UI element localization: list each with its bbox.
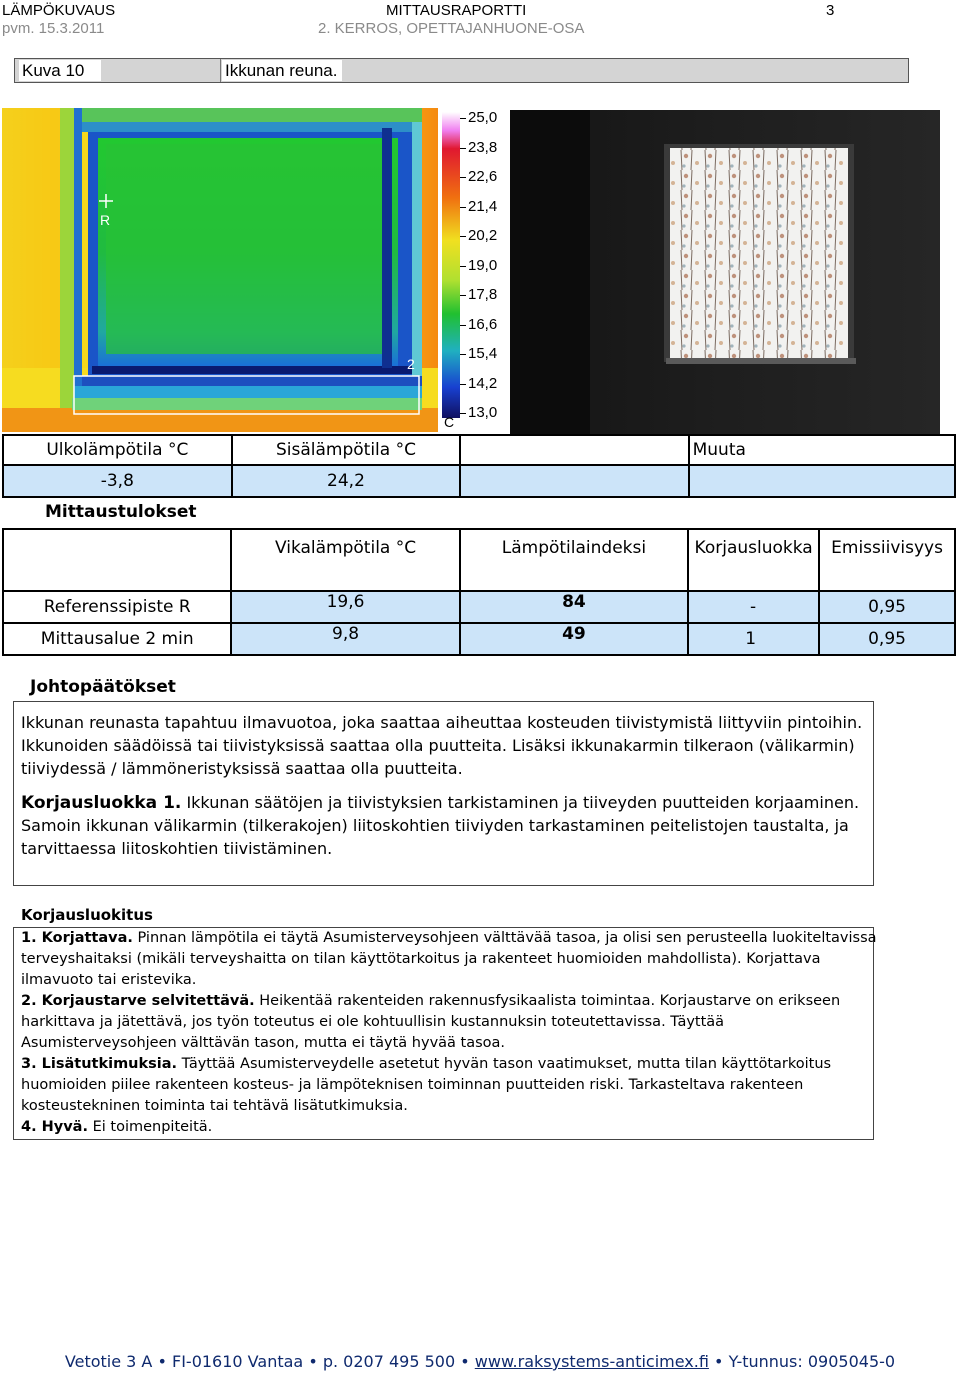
scale-tick <box>460 413 466 414</box>
conclusion-class-label: Korjausluokka 1. <box>21 793 182 813</box>
company-name: LÄMPÖKUVAUS <box>2 2 116 19</box>
row-area-index: 49 <box>460 623 688 655</box>
scale-label: 13,0 <box>468 404 498 421</box>
empty-value <box>460 465 688 497</box>
class-3-line-3: kosteustekninen toiminta tai tehtävä lisätutkimuksia. <box>21 1098 408 1114</box>
row-reference-index: 84 <box>460 591 688 623</box>
results-corner <box>3 529 231 591</box>
repair-class-header: Korjausluokka <box>688 529 819 591</box>
results-table <box>2 528 956 656</box>
conclusion-class-line-1 <box>21 793 859 813</box>
row-reference-emissivity: 0,95 <box>819 591 955 623</box>
outdoor-temp-header: Ulkolämpötila °C <box>3 435 232 465</box>
row-reference-label: Referenssipiste R <box>3 591 231 623</box>
measure-area-2-label: 2 <box>407 356 415 372</box>
scale-tick <box>460 148 466 149</box>
class-4-label: 4. Hyvä. <box>21 1119 88 1135</box>
report-location: 2. KERROS, OPETTAJANHUONE-OSA <box>318 20 585 37</box>
footer-bullet: • <box>460 1352 475 1371</box>
class-4-text: Ei toimenpiteitä. <box>87 1119 213 1135</box>
conclusion-line-2: Ikkunoiden säädöissä tai tiivistyksissä saattaa olla puutteita. Lisäksi ikkunakarmin tilkeraon (välikarmin) <box>21 736 855 755</box>
results-title: Mittaustulokset <box>45 502 197 522</box>
footer <box>0 1352 960 1371</box>
visible-light-photo <box>510 110 940 434</box>
scale-label: 23,8 <box>468 138 498 156</box>
outdoor-temp-value: -3,8 <box>3 465 232 497</box>
conclusions-title: Johtopäätökset <box>30 677 176 697</box>
report-title: MITTAUSRAPORTTI <box>386 2 527 19</box>
reference-point-r-label: R <box>100 212 111 228</box>
class-1-line-1 <box>21 930 877 946</box>
scale-tick <box>460 207 466 208</box>
caption-divider <box>220 59 221 82</box>
class-2-line-2: harkittava ja jätettävä, jos työn toteutus ei ole kohtuullisin kustannuksin toteutettavissa. Täyttää <box>21 1014 725 1030</box>
class-2-label: 2. Korjaustarve selvitettävä. <box>21 993 255 1009</box>
conclusions-box <box>13 701 874 886</box>
empty-header <box>460 435 688 465</box>
page-number: 3 <box>826 2 835 19</box>
class-3-label: 3. Lisätutkimuksia. <box>21 1056 178 1072</box>
scale-label: 21,4 <box>468 197 498 215</box>
row-reference-temp: 19,6 <box>231 591 459 623</box>
defect-temp-header: Vikalämpötila °C <box>231 529 459 591</box>
other-header: Muuta <box>689 435 955 465</box>
temperature-scale <box>438 108 510 432</box>
scale-tick <box>460 266 466 267</box>
class-2-line-3: Asumisterveysohjeen välttävän tason, mutta ei täytä hyvää tasoa. <box>21 1035 506 1051</box>
scale-label: 17,8 <box>468 286 498 303</box>
other-value <box>689 465 955 497</box>
scale-tick <box>460 236 466 237</box>
footer-phone: p. 0207 495 500 <box>322 1352 456 1371</box>
report-date: pvm. 15.3.2011 <box>2 20 105 37</box>
footer-city: FI-01610 Vantaa <box>172 1352 304 1371</box>
row-area-label: Mittausalue 2 min <box>3 623 231 655</box>
indoor-temp-header: Sisälämpötila °C <box>232 435 461 465</box>
footer-bullet: • <box>714 1352 729 1371</box>
footer-website-link[interactable]: www.raksystems-anticimex.fi <box>474 1352 709 1371</box>
class-4-line <box>21 1119 212 1135</box>
scale-tick <box>460 177 466 178</box>
scale-label: 16,6 <box>468 315 498 333</box>
conclusion-line-1: Ikkunan reunasta tapahtuu ilmavuotoa, joka saattaa aiheuttaa kosteuden tiivistymistä liittyviin pintoihin. <box>21 713 863 732</box>
scale-unit: C <box>444 414 455 430</box>
conclusion-class-text: Ikkunan säätöjen ja tiivistyksien tarkistaminen ja tiiveyden puutteiden korjaaminen. <box>181 793 860 812</box>
class-3-text: Täyttää Asumisterveydelle asetetut hyvän tason vaatimukset, mutta tilan käyttötarkoitus <box>177 1056 832 1072</box>
scale-label: 15,4 <box>468 345 498 362</box>
conclusion-line-3: tiiviydessä / lämmöneristyksissä saattaa olla puutteita. <box>21 759 463 778</box>
thermal-image <box>2 108 438 432</box>
scale-tick <box>460 325 466 326</box>
class-3-line-2: huomioiden piilee rakenteen kosteus- ja lämpöteknisen toiminnan puutteiden riski. Tarkasteltava rakenteen <box>21 1077 804 1093</box>
footer-bullet: • <box>157 1352 172 1371</box>
scale-label: 20,2 <box>468 227 498 244</box>
scale-tick <box>460 295 466 296</box>
row-area-emissivity: 0,95 <box>819 623 955 655</box>
emissivity-header: Emissiivisyys <box>819 529 955 591</box>
class-3-line-1 <box>21 1056 831 1072</box>
indoor-temp-value: 24,2 <box>232 465 461 497</box>
footer-address: Vetotie 3 A <box>64 1352 153 1371</box>
footer-bullet: • <box>308 1352 323 1371</box>
class-1-label: 1. Korjattava. <box>21 930 133 946</box>
scale-tick <box>460 384 466 385</box>
class-1-line-3: ilmavuoto tai eristevika. <box>21 972 197 988</box>
scale-label: 14,2 <box>468 374 498 392</box>
class-1-line-2: terveyshaitaksi (mikäli terveyshaitta on tilan käyttötarkoitus ja rakenteet huomioiden mahdollista). Korjattava <box>21 951 821 967</box>
class-1-text: Pinnan lämpötila ei täytä Asumisterveysohjeen välttävää tasoa, ja olisi sen perusteella luokiteltavissa <box>132 930 877 946</box>
figure-number: Kuva 10 <box>19 60 101 81</box>
conclusion-class-line-3: tarvittaessa liitoskohtien tiivistäminen. <box>21 839 333 858</box>
row-area-temp: 9,8 <box>231 623 459 655</box>
scale-label: 19,0 <box>468 256 498 274</box>
classes-title: Korjausluokitus <box>21 906 153 924</box>
row-area-class: 1 <box>688 623 819 655</box>
scale-label: 22,6 <box>468 168 498 185</box>
temp-index-header: Lämpötilaindeksi <box>460 529 688 591</box>
row-reference-class: - <box>688 591 819 623</box>
class-2-line-1 <box>21 993 840 1009</box>
scale-tick <box>460 118 466 119</box>
figure-caption-bar <box>14 58 909 83</box>
scale-tick <box>460 354 466 355</box>
class-2-text: Heikentää rakenteiden rakennusfysikaalista toimintaa. Korjaustarve on erikseen <box>254 993 841 1009</box>
scale-label: 25,0 <box>468 109 498 126</box>
classes-box <box>13 927 877 1140</box>
conclusion-class-line-2: Samoin ikkunan välikarmin (tilkerakojen) liitoskohtien tiiviyden tarkastaminen peitelistojen taustalta, ja <box>21 816 849 835</box>
figure-caption: Ikkunan reuna. <box>222 60 342 81</box>
footer-business-id: Y-tunnus: 0905045-0 <box>728 1352 896 1371</box>
conditions-table <box>2 434 956 498</box>
